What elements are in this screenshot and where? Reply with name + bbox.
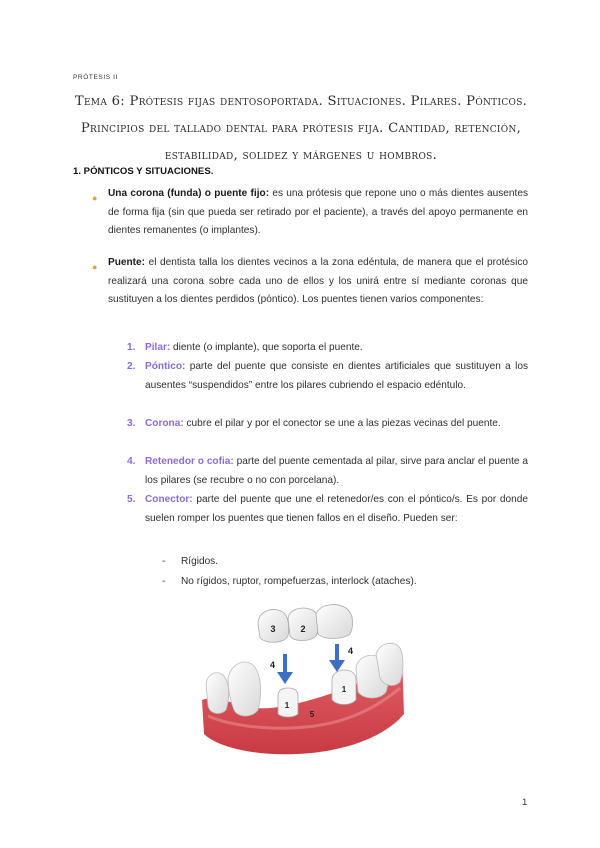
list-number: 1.	[127, 342, 136, 353]
list-item-term: Retenedor o cofia:	[145, 456, 234, 467]
section-heading: 1. PÓNTICOS Y SITUACIONES.	[73, 166, 214, 177]
natural-tooth	[228, 662, 261, 716]
list-item	[145, 338, 528, 357]
bullet-text: es una prótesis que repone uno o más dientes ausentes de forma fija (sin que pueda ser retirado por el paciente), a través del apoyo permanente en dientes remanentes (o implantes).	[108, 188, 528, 237]
list-item-term: Corona:	[145, 418, 184, 429]
running-header: PRÓTESIS II	[73, 74, 118, 81]
list-number: 3.	[127, 418, 136, 429]
list-number: 5.	[127, 494, 136, 505]
label-right-arrow: 4	[348, 646, 354, 656]
list-item-text: parte del puente que consiste en dientes artificiales que sustituyen a los ausentes “suspendidos” entre los pilares cubriendo el espacio edéntulo.	[145, 361, 528, 391]
sub-list-item: No rígidos, ruptor, rompefuerzas, interlock (ataches).	[181, 576, 417, 587]
bullet-text: el dentista talla los dientes vecinos a la zona edéntula, de manera que el protésico realizará una corona sobre cada uno de ellos y los unirá entre sí mediante coronas que sustituyen a los dientes perdidos (póntico). Los puentes tienen varios componentes:	[108, 257, 528, 306]
natural-tooth	[206, 673, 229, 714]
bullet-term: Una corona (funda) o puente fijo:	[108, 188, 270, 199]
list-number: 4.	[127, 456, 136, 467]
label-crown-a: 3	[270, 624, 276, 634]
list-item-term: Póntico:	[145, 361, 186, 372]
label-left-arrow: 4	[270, 660, 276, 670]
arrow-shaft	[335, 644, 339, 662]
list-number: 2.	[127, 361, 136, 372]
list-item-text: parte del puente que une el retenedor/es con el póntico/s. Es por donde suelen romper los puentes que tienen fallos en el diseño. Pueden ser:	[145, 494, 528, 524]
dental-bridge-illustration	[196, 596, 406, 758]
list-item	[145, 452, 528, 490]
list-item	[145, 414, 528, 433]
label-abutment-right: 1	[341, 685, 347, 694]
list-item-text: cubre el pilar y por el conector se une a las piezas vecinas del puente.	[183, 418, 501, 429]
list-item-term: Pilar:	[145, 342, 171, 353]
list-item-text: diente (o implante), que soporta el puente.	[170, 342, 363, 353]
bullet-icon: ●	[92, 193, 98, 203]
bullet-paragraph	[108, 185, 528, 241]
bullet-paragraph	[108, 254, 528, 310]
dash-bullet: -	[162, 556, 166, 567]
arrow-head	[277, 672, 293, 684]
bullet-icon: ●	[92, 262, 98, 272]
bullet-term: Puente:	[108, 257, 146, 268]
list-item-term: Conector:	[145, 494, 193, 505]
label-gap: 5	[309, 710, 315, 719]
arrow-shaft	[283, 654, 287, 674]
bridge-crown	[316, 605, 353, 639]
page-number: 1	[522, 797, 528, 808]
label-abutment-left: 1	[284, 701, 290, 710]
list-item	[145, 357, 528, 395]
page-title: Tema 6: Prótesis fijas dentosoportada. Situaciones. Pilares. Pónticos. Principios del tallado dental para prótesis fija. Cantidad, retención, estabilidad, solidez y márgenes u hombros.	[74, 94, 528, 163]
sub-list-item: Rígidos.	[181, 556, 219, 567]
dash-bullet: -	[162, 576, 166, 587]
list-item-text: parte del puente cementada al pilar, sirve para anclar el puente a los pilares (se recubre o no con porcelana).	[145, 456, 528, 486]
label-crown-b: 2	[300, 624, 306, 634]
list-item	[145, 490, 528, 528]
